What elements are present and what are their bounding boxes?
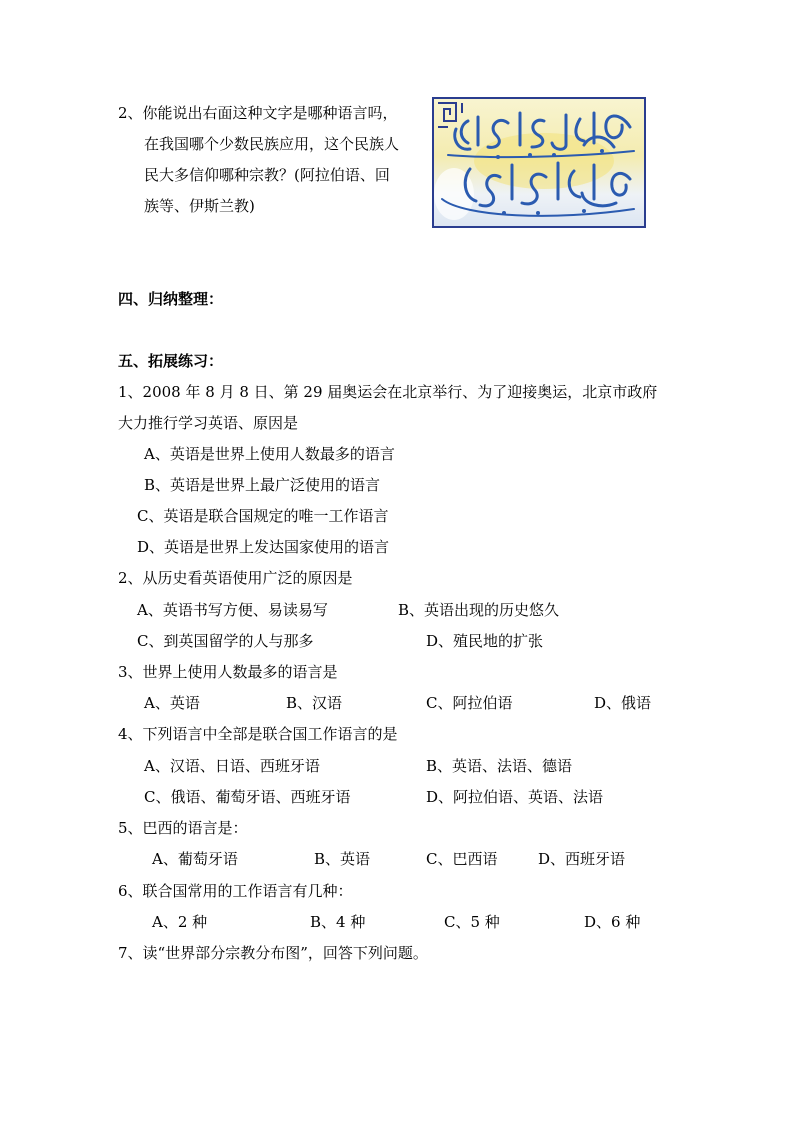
question-2-option-d: D、殖民地的扩张	[426, 632, 544, 650]
section-4-title: 四、归纳整理：	[118, 290, 224, 308]
section-5-title: 五、拓展练习：	[118, 352, 224, 370]
arabic-calligraphy-icon	[434, 99, 644, 226]
question-5-stem: 5、巴西的语言是：	[118, 819, 248, 837]
question-1-stem-line-2: 大力推行学习英语、原因是	[118, 414, 299, 432]
question-6-stem: 6、联合国常用的工作语言有几种：	[118, 882, 353, 900]
arabic-calligraphy-image	[432, 97, 646, 228]
question-5-option-b: B、英语	[314, 850, 371, 868]
question-4-option-b: B、英语、法语、德语	[426, 757, 573, 775]
question-3-option-d: D、俄语	[594, 694, 652, 712]
question-2-line-2: 在我国哪个少数民族应用，这个民族人	[144, 135, 400, 153]
question-2-option-c: C、到英国留学的人与那多	[137, 632, 314, 650]
question-1-option-d: D、英语是世界上发达国家使用的语言	[137, 538, 390, 556]
question-1-option-b: B、英语是世界上最广泛使用的语言	[144, 476, 381, 494]
question-4-option-a: A、汉语、日语、西班牙语	[144, 757, 320, 775]
question-6-option-d: D、6 种	[584, 913, 641, 931]
question-4-option-d: D、阿拉伯语、英语、法语	[426, 788, 604, 806]
question-4-stem: 4、下列语言中全部是联合国工作语言的是	[118, 725, 398, 743]
question-6-option-b: B、4 种	[310, 913, 366, 931]
question-2-line-1: 2、你能说出右面这种文字是哪种语言吗，	[118, 104, 398, 122]
question-3-option-a: A、英语	[144, 694, 200, 712]
question-1-stem-line-1: 1、2008 年 8 月 8 日、第 29 届奥运会在北京举行、为了迎接奥运，北京市政府	[118, 383, 658, 401]
question-5-option-c: C、巴西语	[426, 850, 498, 868]
question-6-option-a: A、2 种	[152, 913, 208, 931]
question-1-option-c: C、英语是联合国规定的唯一工作语言	[137, 507, 389, 525]
question-5-option-d: D、西班牙语	[538, 850, 626, 868]
question-2-line-4: 族等、伊斯兰教)	[144, 197, 255, 215]
question-3-option-b: B、汉语	[286, 694, 343, 712]
question-2-stem: 2、从历史看英语使用广泛的原因是	[118, 569, 353, 587]
question-2-option-a: A、英语书写方便、易读易写	[137, 601, 328, 619]
question-5-option-a: A、葡萄牙语	[152, 850, 238, 868]
question-3-option-c: C、阿拉伯语	[426, 694, 513, 712]
question-1-option-a: A、英语是世界上使用人数最多的语言	[144, 445, 395, 463]
question-2-option-b: B、英语出现的历史悠久	[398, 601, 560, 619]
question-6-option-c: C、5 种	[444, 913, 500, 931]
question-4-option-c: C、俄语、葡萄牙语、西班牙语	[144, 788, 351, 806]
question-3-stem: 3、世界上使用人数最多的语言是	[118, 663, 338, 681]
question-7-stem: 7、读“世界部分宗教分布图”，回答下列问题。	[118, 944, 428, 962]
question-2-line-3: 民大多信仰哪种宗教？(阿拉伯语、回	[144, 166, 390, 184]
